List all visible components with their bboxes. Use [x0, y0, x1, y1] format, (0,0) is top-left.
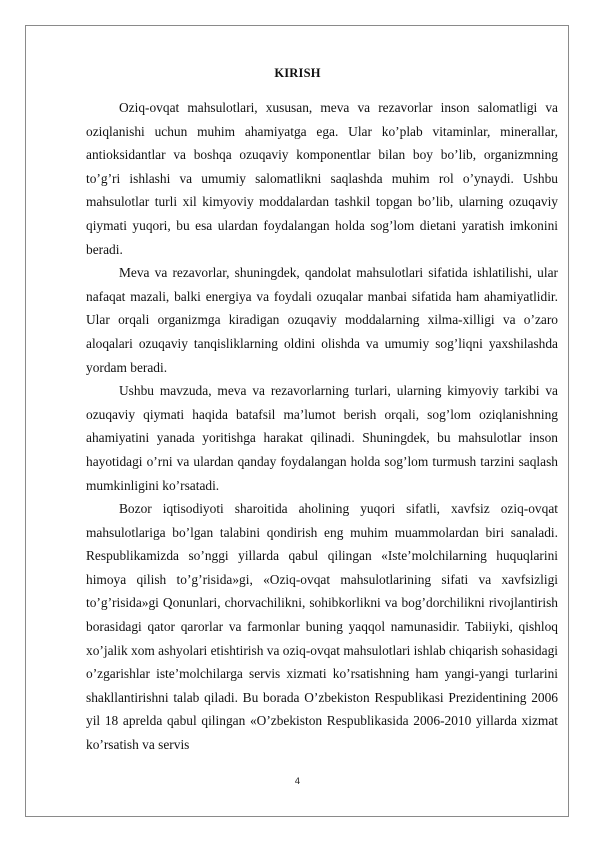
paragraph-3: Ushbu mavzuda, meva va rezavorlarning turlari, ularning kimyoviy tarkibi va ozuqaviy qiymati haqida batafsil ma’lumot berish orqali, sog’lom oziqlanishning ahamiyatini yanada yoritishga harakat qilinadi. Shuningdek, bu mahsulotlar inson hayotidagi o’rni va ulardan qanday foydalangan holda sog’lom turmush tarzini saqlash mumkinligini ko’rsatadi.: [86, 383, 558, 493]
paragraph-1: Oziq-ovqat mahsulotlari, xususan, meva va rezavorlar inson salomatligi va oziqlanishi uchun muhim ahamiyatga ega. Ular ko’plab vitaminlar, minerallar, antioksidantlar va boshqa ozuqaviy komponentlar bilan boy bo’lib, organizmning to’g’ri ishlashi va umumiy salomatlikni saqlashda muhim rol o’ynaydi. Ushbu mahsulotlar turli xil kimyoviy moddalardan tashkil topgan bo’lib, ularning ozuqaviy qiymati yuqori, bu esa ulardan foydalangan holda sog’lom dietani yaratish imkonini beradi.: [86, 100, 558, 257]
section-title: KIRISH: [274, 66, 321, 80]
document-body: [86, 96, 558, 757]
paragraph-2: Meva va rezavorlar, shuningdek, qandolat mahsulotlari sifatida ishlatilishi, ular nafaqat mazali, balki energiya va foydali ozuqalar manbai sifatida ham ahamiyatlidir. Ular orqali organizmga kiradigan ozuqaviy moddalarning xilma-xilligi va o’zaro aloqalari ozuqaviy tanqisliklarning oldini olishda va umumiy sog’liqni yaxshilashda yordam beradi.: [86, 265, 558, 375]
page-number: 4: [294, 777, 301, 787]
paragraph-4: Bozor iqtisodiyoti sharoitida aholining yuqori sifatli, xavfsiz oziq-ovqat mahsulotlariga bo’lgan talabini qondirish eng muhim muammolardan biri sanaladi. Respublikamizda so’nggi yillarda qabul qilingan «Iste’molchilarning huquqlarini himoya qilish to’g’risida»gi, «Oziq-ovqat mahsulotlarining sifati va xavfsizligi to’g’risida»gi Qonunlari, chorvachilikni, sohibkorlikni va bog’dorchilikni rivojlantirish borasidagi qator qarorlar va farmonlar buning yaqqol namunasidir. Tabiiyki, qishloq xo’jalik xom ashyolari etishtirish va oziq-ovqat mahsulotlari ishlab chiqarish sohasidagi o’zgarishlar iste’molchilarga servis xizmati ko’rsatishning ham yangi-yangi turlarini shakllantirishni talab qiladi. Bu borada O’zbekiston Respublikasi Prezidentining 2006 yil 18 aprelda qabul qilingan «O’zbekiston Respublikasida 2006-2010 yillarda xizmat ko’rsatish va servis: [86, 501, 558, 753]
